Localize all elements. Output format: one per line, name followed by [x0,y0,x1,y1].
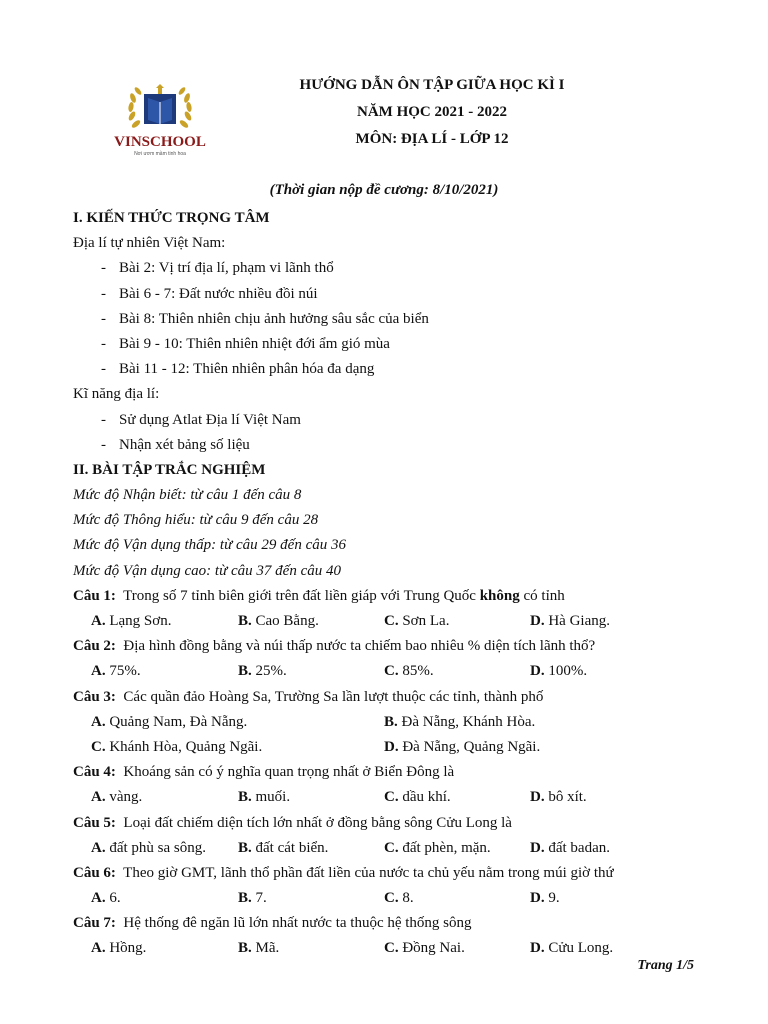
option-c: C. Sơn La. [384,613,450,629]
list-item: - Nhận xét bảng số liệu [101,436,250,453]
option-c: C. đất phèn, mặn. [384,839,491,856]
option-d: D. Đà Nẵng, Quảng Ngãi. [384,738,541,755]
option-b: B. 25%. [238,663,287,680]
question-3: Câu 3: Các quần đảo Hoàng Sa, Trường Sa lần lượt thuộc các tỉnh, thành phố [73,688,544,705]
school-logo [108,82,212,162]
question-4: Câu 4: Khoáng sản có ý nghĩa quan trọng nhất ở Biển Đông là [73,764,455,781]
question-1-options [73,609,713,634]
group-1-label: Địa lí tự nhiên Việt Nam: [73,235,226,252]
option-d: D. bô xít. [530,789,587,806]
option-b: B. Mã. [238,940,280,957]
document-header [232,72,632,153]
question-5-options [73,836,713,861]
option-a: A. 75%. [91,663,141,680]
question-5: Câu 5: Loại đất chiếm diện tích lớn nhất ở đồng bằng sông Cửu Long là [73,814,512,831]
question-6: Câu 6: Theo giờ GMT, lãnh thổ phần đất liền của nước ta chủ yếu nằm trong múi giờ thứ [73,864,614,881]
option-b: B. Đà Nẵng, Khánh Hòa. [384,713,536,730]
level-line: Mức độ Vận dụng cao: từ câu 37 đến câu 40 [73,562,341,579]
option-d: D. 9. [530,890,560,907]
option-a: A. đất phù sa sông. [91,839,207,856]
list-item: - Bài 2: Vị trí địa lí, phạm vi lãnh thổ [101,260,334,277]
option-d: D. Hà Giang. [530,613,610,629]
option-b: B. muối. [238,789,291,806]
header-title: HƯỚNG DẪN ÔN TẬP GIỮA HỌC KÌ I [299,77,565,93]
option-a: A. Hồng. [91,940,147,957]
option-a: A. Quảng Nam, Đà Nẵng. [91,713,248,730]
question-7-options [73,936,713,961]
question-4-options [73,785,713,810]
list-item: - Bài 11 - 12: Thiên nhiên phân hóa đa dạng [101,361,375,378]
option-a: A. 6. [91,890,121,907]
option-b: B. Cao Bằng. [238,613,319,629]
question-6-options [73,886,713,911]
header-school-year: NĂM HỌC 2021 - 2022 [357,104,507,120]
option-c: C. 8. [384,890,414,907]
section-2-title: II. BÀI TẬP TRẮC NGHIỆM [73,461,266,478]
question-2: Câu 2: Địa hình đồng bằng và núi thấp nước ta chiếm bao nhiêu % diện tích lãnh thổ? [73,638,596,655]
option-d: D. 100%. [530,663,588,680]
question-3-options-row-2 [73,735,713,760]
question-3-options-row-1 [73,710,713,735]
list-item: - Sử dụng Atlat Địa lí Việt Nam [101,411,301,428]
level-line: Mức độ Nhận biết: từ câu 1 đến câu 8 [73,487,302,504]
level-line: Mức độ Vận dụng thấp: từ câu 29 đến câu 36 [73,537,346,554]
option-c: C. Khánh Hòa, Quảng Ngãi. [91,738,263,755]
level-line: Mức độ Thông hiểu: từ câu 9 đến câu 28 [73,512,319,529]
option-b: B. đất cát biển. [238,839,329,856]
logo-slogan: Nơi ươm mầm tinh hoa [134,151,186,157]
logo-brand-text: VINSCHOOL [114,134,206,150]
header-subject: MÔN: ĐỊA LÍ - LỚP 12 [355,131,509,147]
list-item: - Bài 9 - 10: Thiên nhiên nhiệt đới ẩm gió mùa [101,335,390,352]
question-1: Câu 1: Trong số 7 tỉnh biên giới trên đất liền giáp với Trung Quốc không có tỉnh [73,587,565,604]
option-a: A. Lạng Sơn. [91,613,172,629]
option-d: D. đất badan. [530,839,610,856]
laurel-book-icon [122,82,198,136]
group-2-label: Kĩ năng địa lí: [73,386,160,403]
option-d: D. Cửu Long. [530,940,614,957]
document-body [73,206,713,962]
submission-deadline: (Thời gian nộp đề cương: 8/10/2021) [269,182,499,198]
option-b: B. 7. [238,890,267,907]
question-7: Câu 7: Hệ thống đê ngăn lũ lớn nhất nước ta thuộc hệ thống sông [73,915,472,932]
question-2-options [73,659,713,684]
option-a: A. vàng. [91,789,143,806]
option-c: C. 85%. [384,663,434,680]
option-c: C. dầu khí. [384,789,451,806]
list-item: - Bài 8: Thiên nhiên chịu ảnh hưởng sâu sắc của biển [101,310,429,327]
page-number: Trang 1/5 [637,958,694,973]
list-item: - Bài 6 - 7: Đất nước nhiều đồi núi [101,285,318,302]
section-1-title: I. KIẾN THỨC TRỌNG TÂM [73,210,270,226]
option-c: C. Đồng Nai. [384,940,465,957]
